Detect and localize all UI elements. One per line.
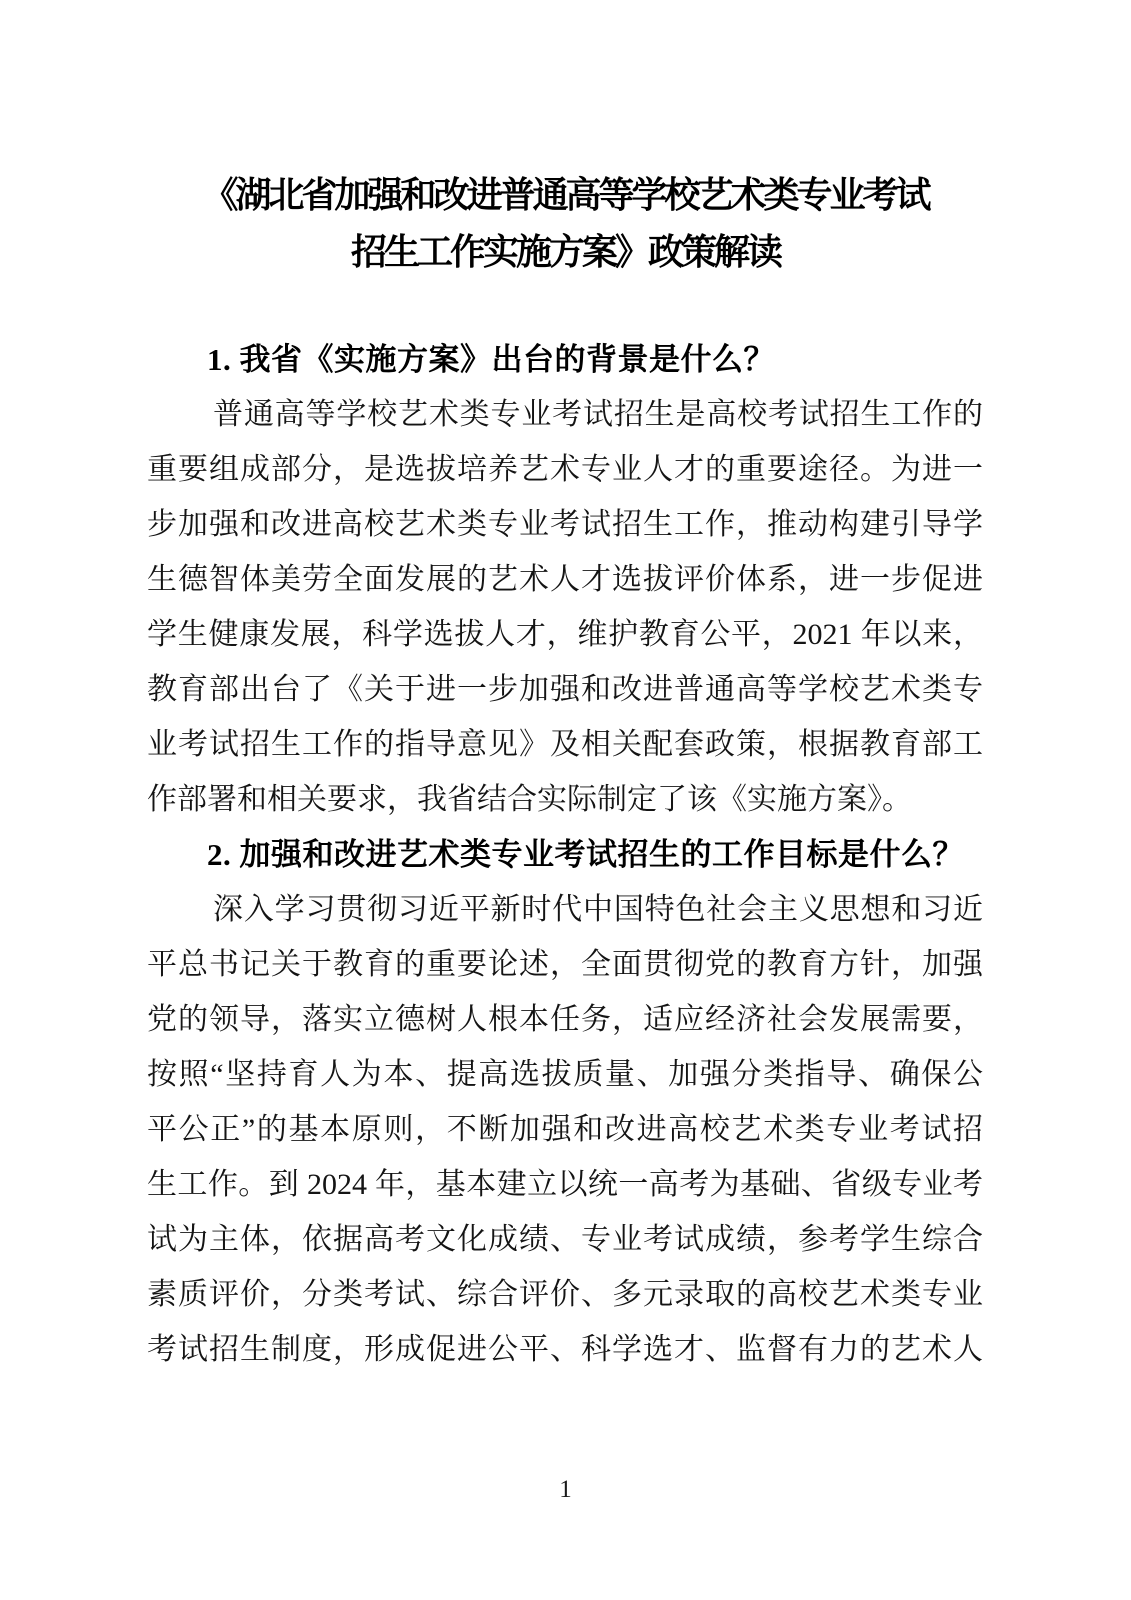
paragraph-line: 平总书记关于教育的重要论述，全面贯彻党的教育方针，加强 — [147, 948, 983, 981]
paragraph-line: 考试招生制度，形成促进公平、科学选才、监督有力的艺术人 — [147, 1333, 983, 1366]
paragraph-line: 深入学习贯彻习近平新时代中国特色社会主义思想和习近 — [213, 893, 983, 926]
paragraph-line: 业考试招生工作的指导意见》及相关配套政策，根据教育部工 — [147, 728, 983, 761]
paragraph-line: 学生健康发展，科学选拔人才，维护教育公平，2021 年以来， — [147, 618, 983, 651]
paragraph-line: 生工作。到 2024 年，基本建立以统一高考为基础、省级专业考 — [147, 1168, 983, 1201]
paragraph-line: 教育部出台了《关于进一步加强和改进普通高等学校艺术类专 — [147, 673, 983, 706]
document-title-line-2: 招生工作实施方案》政策解读 — [350, 232, 780, 272]
paragraph-line: 生德智体美劳全面发展的艺术人才选拔评价体系，进一步促进 — [147, 563, 983, 596]
document-body — [147, 332, 983, 1377]
paragraph-line: 试为主体，依据高考文化成绩、专业考试成绩，参考学生综合 — [147, 1223, 983, 1256]
paragraph-line: 平公正”的基本原则，不断加强和改进高校艺术类专业考试招 — [147, 1113, 983, 1146]
paragraph-line: 作部署和相关要求，我省结合实际制定了该《实施方案》。 — [147, 783, 912, 816]
page-number: 1 — [559, 1476, 572, 1503]
paragraph-line: 重要组成部分，是选拔培养艺术专业人才的重要途径。为进一 — [147, 453, 983, 486]
document-title-line-1: 《湖北省加强和改进普通高等学校艺术类专业考试 — [202, 175, 929, 215]
section-2-heading: 2. 加强和改进艺术类专业考试招生的工作目标是什么？ — [207, 837, 964, 872]
paragraph-line: 素质评价，分类考试、综合评价、多元录取的高校艺术类专业 — [147, 1278, 983, 1311]
paragraph-line: 党的领导，落实立德树人根本任务，适应经济社会发展需要， — [147, 1003, 983, 1036]
document-title — [0, 167, 1131, 281]
paragraph-line: 按照“坚持育人为本、提高选拔质量、加强分类指导、确保公 — [147, 1058, 983, 1091]
paragraph-line: 普通高等学校艺术类专业考试招生是高校考试招生工作的 — [213, 398, 983, 431]
paragraph-line: 步加强和改进高校艺术类专业考试招生工作，推动构建引导学 — [147, 508, 983, 541]
section-1-heading: 1. 我省《实施方案》出台的背景是什么？ — [207, 342, 775, 377]
